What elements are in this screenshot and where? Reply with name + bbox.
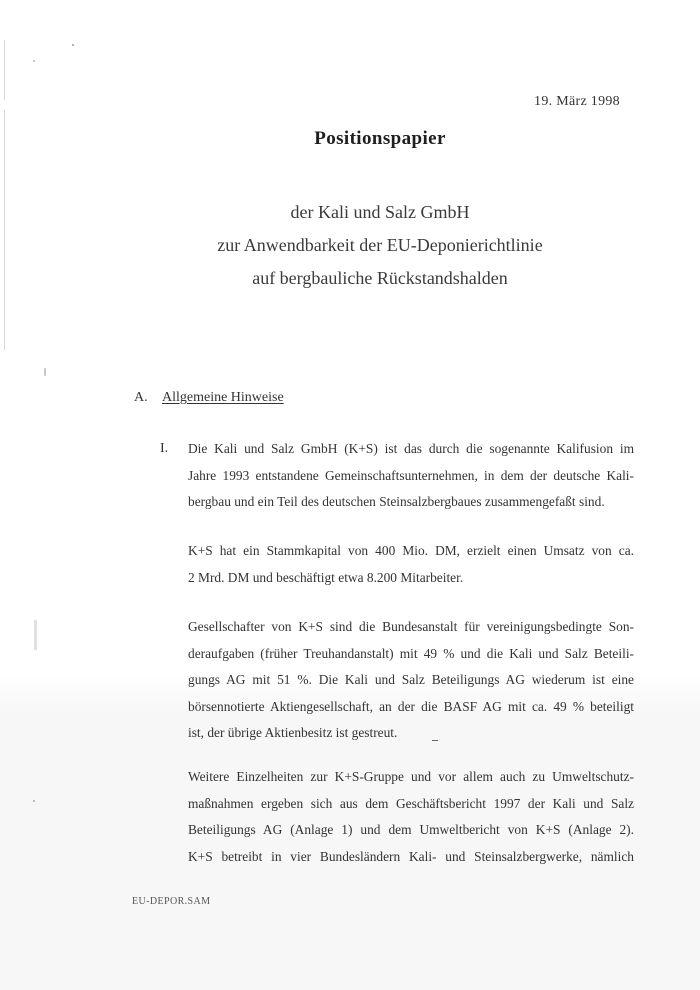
item-number: I. — [160, 441, 169, 456]
scan-speck — [44, 368, 46, 376]
scan-edge-mark — [34, 620, 37, 650]
section-heading-text: Allgemeine Hinweise — [162, 390, 284, 405]
paragraph-line: K+S hat ein Stammkapital von 400 Mio. DM, erzielt einen Umsatz von ca. — [188, 543, 634, 558]
subtitle-line: der Kali und Salz GmbH — [290, 202, 470, 222]
paragraph-line: Jahre 1993 entstandene Gemeinschaftsunternehmen, in dem der deutsche Kali- — [188, 467, 634, 483]
paragraph-line: Gesellschafter von K+S sind die Bundesanstalt für vereinigungsbedingte Son- — [188, 619, 634, 634]
subtitle-line: auf bergbauliche Rückstandshalden — [252, 268, 508, 288]
paragraph-line: bergbau und ein Teil des deutschen Steinsalzbergbaues zusammengefaßt sind. — [188, 494, 605, 509]
paragraph-line: Weitere Einzelheiten zur K+S-Gruppe und vor allem auch zu Umweltschutz- — [188, 769, 634, 784]
paragraph-line: maßnahmen ergeben sich aus dem Geschäftsbericht 1997 der Kali und Salz — [188, 795, 634, 811]
paragraph-line: Beteiligungs AG (Anlage 1) und dem Umweltbericht von K+S (Anlage 2). — [188, 822, 634, 837]
paragraph — [188, 538, 634, 591]
paragraph-line: Die Kali und Salz GmbH (K+S) ist das durch die sogenannte Kalifusion im — [188, 441, 634, 456]
paragraph-line: ist, der übrige Aktienbesitz ist gestreut. — [188, 725, 398, 740]
document-date: 19. März 1998 — [534, 94, 620, 109]
paragraph-line: K+S betreibt in vier Bundesländern Kali- und Steinsalzbergwerke, nämlich — [188, 848, 634, 864]
document-title: Positionspapier — [314, 128, 446, 149]
paragraph — [188, 614, 634, 747]
scan-speck — [33, 800, 35, 802]
stray-dash-mark — [432, 740, 438, 741]
paragraph-line: börsennotierte Aktiengesellschaft, an der die BASF AG mit ca. 49 % beteiligt — [188, 698, 634, 714]
paragraph — [188, 764, 634, 870]
section-label: A. — [134, 390, 148, 405]
scan-speck — [33, 60, 35, 62]
subtitle-line: zur Anwendbarkeit der EU-Deponierichtlinie — [217, 235, 543, 255]
section-heading — [134, 390, 284, 406]
scan-edge-mark — [4, 40, 5, 100]
paragraph-line: deraufgaben (früher Treuhandanstalt) mit 49 % und die Kali und Salz Beteili- — [188, 645, 634, 661]
paragraph — [188, 436, 634, 516]
scan-speck — [72, 44, 74, 46]
paragraph-line: gungs AG mit 51 %. Die Kali und Salz Beteiligungs AG wiederum ist eine — [188, 672, 634, 687]
paragraph-line: 2 Mrd. DM und beschäftigt etwa 8.200 Mitarbeiter. — [188, 569, 464, 585]
footer-filename: EU-DEPOR.SAM — [132, 896, 211, 907]
